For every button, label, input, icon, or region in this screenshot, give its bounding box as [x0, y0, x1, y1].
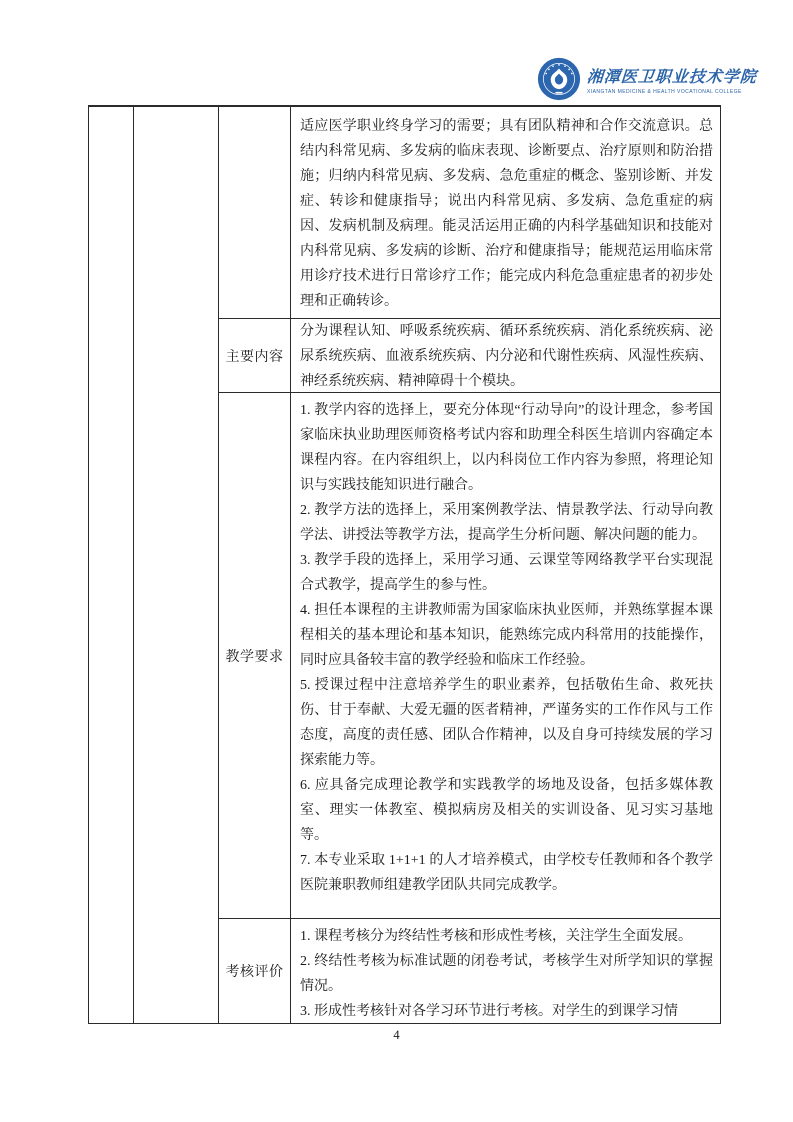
assessment-text	[291, 919, 720, 1023]
assessment-item: 3. 形成性考核针对各学习环节进行考核。对学生的到课学习情	[300, 1004, 678, 1020]
teaching-requirement-item: 6. 应具备完成理论教学和实践教学的场地及设备，包括多媒体教室、理实一体教室、模拟病房及相关的实训设备、见习实习基地等。	[300, 778, 713, 844]
table-rows-area	[219, 107, 720, 1023]
college-name: 湘潭医卫职业技术学院	[586, 68, 758, 86]
main-content-text: 分为课程认知、呼吸系统疾病、循环系统疾病、消化系统疾病、泌尿系统疾病、血液系统疾病、内分泌和代谢性疾病、风湿性疾病、神经系统疾病、精神障碍十个模块。	[300, 323, 713, 389]
table-row-teaching-requirements	[219, 392, 720, 918]
table-row-objectives-continued	[219, 107, 720, 318]
teaching-requirement-item: 3. 教学手段的选择上，采用学习通、云课堂等网络教学平台实现混合式教学，提高学生的参与性。	[300, 553, 713, 594]
teaching-requirement-item: 1. 教学内容的选择上，要充分体现“行动导向”的设计理念，参考国家临床执业助理医师资格考试内容和助理全科医生培训内容确定本课程内容。在内容组织上，以内科岗位工作内容为参照，将理论知识与实践技能知识进行融合。	[300, 403, 713, 494]
teaching-requirement-item: 4. 担任本课程的主讲教师需为国家临床执业医师，并熟练掌握本课程相关的基本理论和基本知识，能熟练完成内科常用的技能操作，同时应具备较丰富的教学经验和临床工作经验。	[300, 603, 713, 669]
college-name-en: XIANGTAN MEDICINE & HEALTH VOCATIONAL COLLEGE	[587, 88, 742, 95]
table-left-column-2	[134, 107, 219, 1023]
college-logo	[537, 57, 757, 101]
table-row-assessment	[219, 918, 720, 1023]
teaching-requirement-item: 2. 教学方法的选择上，采用案例教学法、情景教学法、行动导向教学法、讲授法等教学方法，提高学生分析问题、解决问题的能力。	[300, 503, 713, 544]
assessment-item: 1. 课程考核分为终结性考核和形成性考核，关注学生全面发展。	[300, 929, 692, 945]
teaching-requirement-item: 5. 授课过程中注意培养学生的职业素养，包括敬佑生命、救死扶伤、甘于奉献、大爱无疆的医者精神，严谨务实的工作作风与工作态度，高度的责任感、团队合作精神，以及自身可持续发展的学习探索能力等。	[300, 678, 713, 769]
teaching-requirements-text	[291, 393, 720, 918]
syllabus-table	[88, 105, 721, 1024]
page-number: 4	[393, 1028, 400, 1042]
table-left-column-1	[89, 107, 134, 1023]
college-emblem-icon	[537, 57, 581, 101]
table-row-main-content	[219, 318, 720, 392]
row-label-main-content: 主要内容	[219, 319, 291, 392]
row-label-teaching-requirements: 教学要求	[219, 393, 291, 918]
assessment-item: 2. 终结性考核为标准试题的闭卷考试，考核学生对所学知识的掌握情况。	[300, 954, 713, 995]
teaching-requirement-item: 7. 本专业采取 1+1+1 的人才培养模式，由学校专任教师和各个教学医院兼职教师组建教学团队共同完成教学。	[300, 853, 713, 894]
objectives-continued-text: 适应医学职业终身学习的需要；具有团队精神和合作交流意识。总结内科常见病、多发病的临床表现、诊断要点、治疗原则和防治措施；归纳内科常见病、多发病、急危重症的概念、鉴别诊断、并发症、转诊和健康指导；说出内科常见病、多发病、急危重症的病因、发病机制及病理。能灵活运用正确的内科学基础知识和技能对内科常见病、多发病的诊断、治疗和健康指导；能规范运用临床常用诊疗技术进行日常诊疗工作；能完成内科危急重症患者的初步处理和正确转诊。	[300, 119, 713, 309]
row-label-empty	[219, 107, 291, 318]
row-label-assessment: 考核评价	[219, 919, 291, 1023]
